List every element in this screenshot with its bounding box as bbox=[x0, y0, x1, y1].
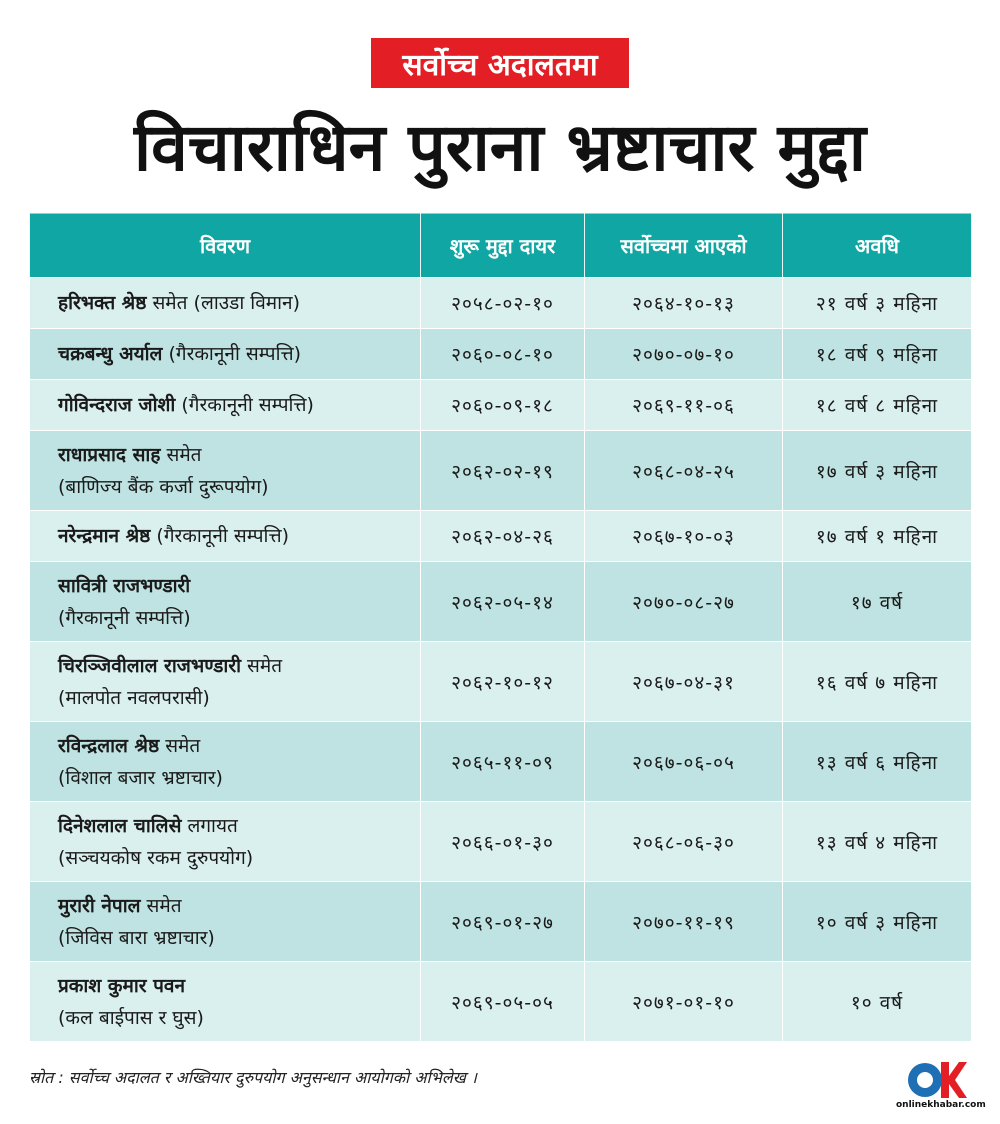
case-detail-cell bbox=[30, 278, 421, 329]
case-detail-cell bbox=[30, 722, 421, 802]
case-name: सावित्री राजभण्डारी bbox=[58, 574, 191, 597]
case-note: (गैरकानूनी सम्पत्ति) bbox=[150, 525, 290, 547]
filed-date-cell: २०६२-१०-१२ bbox=[421, 642, 585, 722]
source-note: स्रोत : सर्वोच्च अदालत र अख्तियार दुरुपयोग अनुसन्धान आयोगको अभिलेख । bbox=[29, 1068, 477, 1087]
table-row bbox=[30, 431, 972, 511]
filed-date-cell: २०६६-०१-३० bbox=[421, 802, 585, 882]
case-name: नरेन्द्रमान श्रेष्ठ bbox=[58, 525, 151, 547]
duration-cell: १७ वर्ष bbox=[783, 562, 972, 642]
supreme-date-cell: २०६८-०४-२५ bbox=[585, 431, 783, 511]
case-note: (गैरकानूनी सम्पत्ति) bbox=[162, 343, 302, 365]
duration-cell: १७ वर्ष १ महिना bbox=[783, 511, 972, 562]
case-note: समेत bbox=[140, 894, 182, 917]
column-header-duration: अवधि bbox=[783, 214, 972, 278]
case-detail-cell bbox=[30, 329, 421, 380]
column-header-supreme: सर्वोच्चमा आएको bbox=[585, 214, 783, 278]
filed-date-cell: २०६०-०८-१० bbox=[421, 329, 585, 380]
filed-date-cell: २०६०-०९-१८ bbox=[421, 380, 585, 431]
case-description: (मालपोत नवलपरासी) bbox=[58, 686, 210, 709]
case-name: दिनेशलाल चालिसे bbox=[58, 814, 182, 837]
logo-text: onlinekhabar.com bbox=[896, 1100, 986, 1110]
table-row bbox=[30, 802, 972, 882]
supreme-date-cell: २०७१-०१-१० bbox=[585, 962, 783, 1042]
table-row bbox=[30, 511, 972, 562]
case-description: (विशाल बजार भ्रष्टाचार) bbox=[58, 766, 223, 789]
duration-cell: २१ वर्ष ३ महिना bbox=[783, 278, 972, 329]
supreme-date-cell: २०७०-०८-२७ bbox=[585, 562, 783, 642]
case-note: समेत bbox=[159, 734, 201, 757]
case-name: हरिभक्त श्रेष्ठ bbox=[58, 292, 147, 314]
case-name: गोविन्दराज जोशी bbox=[58, 394, 176, 416]
table-row bbox=[30, 882, 972, 962]
case-note: लगायत bbox=[181, 814, 238, 837]
case-note: (गैरकानूनी सम्पत्ति) bbox=[175, 394, 314, 416]
case-detail-cell bbox=[30, 380, 421, 431]
duration-cell: १८ वर्ष ९ महिना bbox=[783, 329, 972, 380]
supreme-date-cell: २०६९-११-०६ bbox=[585, 380, 783, 431]
case-name: प्रकाश कुमार पवन bbox=[58, 974, 186, 997]
supreme-date-cell: २०६७-१०-०३ bbox=[585, 511, 783, 562]
case-note: समेत (लाउडा विमान) bbox=[146, 292, 301, 314]
case-detail-cell bbox=[30, 562, 421, 642]
filed-date-cell: २०६२-०२-१९ bbox=[421, 431, 585, 511]
case-detail-cell bbox=[30, 431, 421, 511]
supreme-date-cell: २०६७-०६-०५ bbox=[585, 722, 783, 802]
duration-cell: १० वर्ष bbox=[783, 962, 972, 1042]
duration-cell: १३ वर्ष ४ महिना bbox=[783, 802, 972, 882]
duration-cell: १७ वर्ष ३ महिना bbox=[783, 431, 972, 511]
case-description: (कल बाईपास र घुस) bbox=[58, 1006, 204, 1029]
supreme-date-cell: २०६७-०४-३१ bbox=[585, 642, 783, 722]
table-row bbox=[30, 562, 972, 642]
table-row bbox=[30, 642, 972, 722]
filed-date-cell: २०५८-०२-१० bbox=[421, 278, 585, 329]
table-row bbox=[30, 962, 972, 1042]
case-name: रविन्द्रलाल श्रेष्ठ bbox=[58, 734, 160, 757]
filed-date-cell: २०६२-०४-२६ bbox=[421, 511, 585, 562]
case-name: राधाप्रसाद साह bbox=[58, 443, 161, 466]
duration-cell: १० वर्ष ३ महिना bbox=[783, 882, 972, 962]
case-note: समेत bbox=[160, 443, 202, 466]
filed-date-cell: २०६९-०५-०५ bbox=[421, 962, 585, 1042]
case-description: (सञ्चयकोष रकम दुरुपयोग) bbox=[58, 846, 254, 869]
case-description: (गैरकानूनी सम्पत्ति) bbox=[58, 606, 191, 629]
cases-table bbox=[29, 213, 972, 1042]
table-row bbox=[30, 722, 972, 802]
supreme-date-cell: २०६८-०६-३० bbox=[585, 802, 783, 882]
case-name: चक्रबन्धु अर्याल bbox=[58, 343, 163, 365]
table-row bbox=[30, 329, 972, 380]
duration-cell: १६ वर्ष ७ महिना bbox=[783, 642, 972, 722]
case-name: चिरञ्जिवीलाल राजभण्डारी bbox=[58, 654, 242, 677]
case-detail-cell bbox=[30, 642, 421, 722]
filed-date-cell: २०६९-०१-२७ bbox=[421, 882, 585, 962]
supreme-date-cell: २०७०-११-१९ bbox=[585, 882, 783, 962]
filed-date-cell: २०६२-०५-१४ bbox=[421, 562, 585, 642]
duration-cell: १३ वर्ष ६ महिना bbox=[783, 722, 972, 802]
table-row bbox=[30, 380, 972, 431]
case-name: मुरारी नेपाल bbox=[58, 894, 141, 917]
table-row bbox=[30, 278, 972, 329]
case-detail-cell bbox=[30, 962, 421, 1042]
header-tag: सर्वोच्च अदालतमा bbox=[371, 38, 629, 88]
column-header-details: विवरण bbox=[30, 214, 421, 278]
table-header-row bbox=[30, 214, 972, 278]
case-description: (जिविस बारा भ्रष्टाचार) bbox=[58, 926, 215, 949]
case-detail-cell bbox=[30, 802, 421, 882]
column-header-filed: शुरू मुद्दा दायर bbox=[421, 214, 585, 278]
filed-date-cell: २०६५-११-०९ bbox=[421, 722, 585, 802]
supreme-date-cell: २०६४-१०-१३ bbox=[585, 278, 783, 329]
case-detail-cell bbox=[30, 882, 421, 962]
case-detail-cell bbox=[30, 511, 421, 562]
duration-cell: १८ वर्ष ८ महिना bbox=[783, 380, 972, 431]
case-description: (बाणिज्य बैंक कर्जा दुरूपयोग) bbox=[58, 475, 269, 498]
supreme-date-cell: २०७०-०७-१० bbox=[585, 329, 783, 380]
case-note: समेत bbox=[241, 654, 283, 677]
page-title: विचाराधिन पुराना भ्रष्टाचार मुद्दा bbox=[134, 109, 866, 186]
